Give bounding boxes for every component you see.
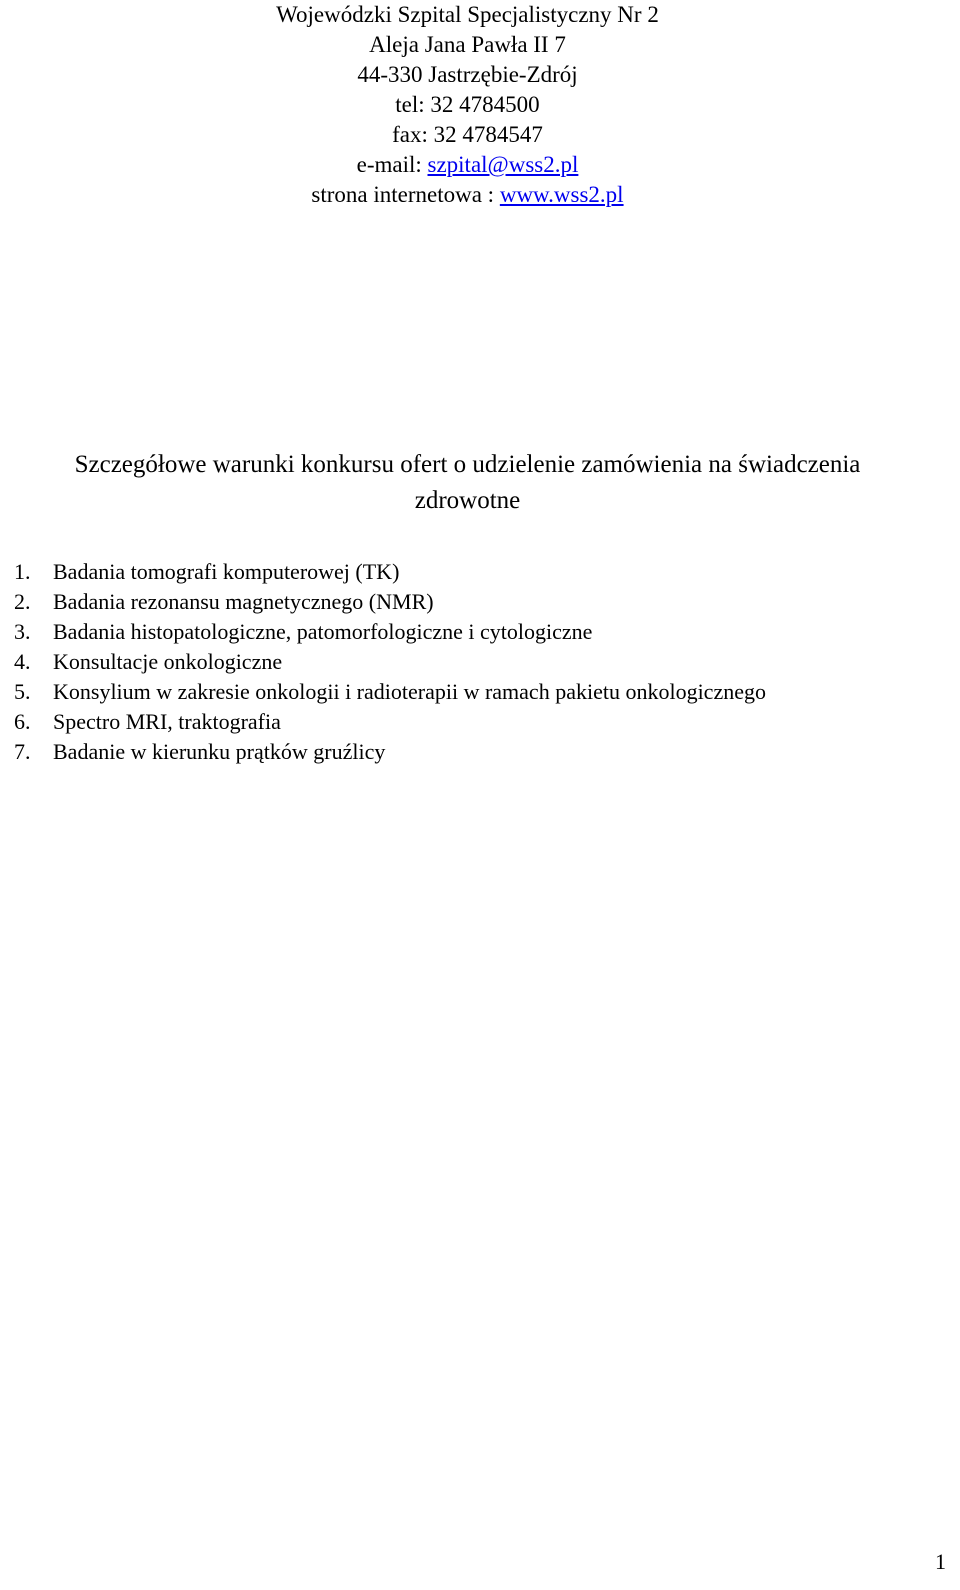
list-item-number: 4. (14, 649, 31, 674)
page-number: 1 (935, 1549, 946, 1574)
list-item (14, 677, 766, 707)
hospital-header (0, 0, 935, 210)
services-list (14, 557, 766, 767)
website-link[interactable]: www.wss2.pl (499, 182, 624, 207)
list-item-text: Badania rezonansu magnetycznego (NMR) (53, 589, 434, 614)
hospital-street: Aleja Jana Pawła II 7 (369, 32, 566, 57)
list-item-text: Badanie w kierunku prątków gruźlicy (53, 739, 386, 764)
list-item-text: Spectro MRI, traktografia (53, 709, 281, 734)
hospital-fax: fax: 32 4784547 (392, 122, 543, 147)
email-label: e-mail: (356, 152, 428, 177)
list-item (14, 737, 766, 767)
list-item-text: Konsultacje onkologiczne (53, 649, 283, 674)
list-item (14, 617, 766, 647)
list-item-number: 6. (14, 709, 31, 734)
list-item-number: 5. (14, 679, 31, 704)
document-title-line-2: zdrowotne (414, 487, 521, 514)
list-item-number: 7. (14, 739, 31, 764)
website-line (0, 180, 935, 210)
list-item-number: 2. (14, 589, 31, 614)
hospital-phone: tel: 32 4784500 (395, 92, 540, 117)
list-item (14, 647, 766, 677)
list-item (14, 707, 766, 737)
document-title-line-1: Szczegółowe warunki konkursu ofert o udzielenie zamówienia na świadczenia (74, 451, 861, 478)
list-item (14, 587, 766, 617)
hospital-name: Wojewódzki Szpital Specjalistyczny Nr 2 (276, 2, 659, 27)
list-item-text: Badania histopatologiczne, patomorfologiczne i cytologiczne (53, 619, 593, 644)
list-item-number: 1. (14, 559, 31, 584)
email-link[interactable]: szpital@wss2.pl (427, 152, 579, 177)
list-item (14, 557, 766, 587)
website-label: strona internetowa : (311, 182, 500, 207)
hospital-city: 44-330 Jastrzębie-Zdrój (357, 62, 578, 87)
list-item-text: Konsylium w zakresie onkologii i radioterapii w ramach pakietu onkologicznego (53, 679, 766, 704)
list-item-text: Badania tomografi komputerowej (TK) (53, 559, 400, 584)
email-line (0, 150, 935, 180)
list-item-number: 3. (14, 619, 31, 644)
document-title (0, 447, 935, 519)
